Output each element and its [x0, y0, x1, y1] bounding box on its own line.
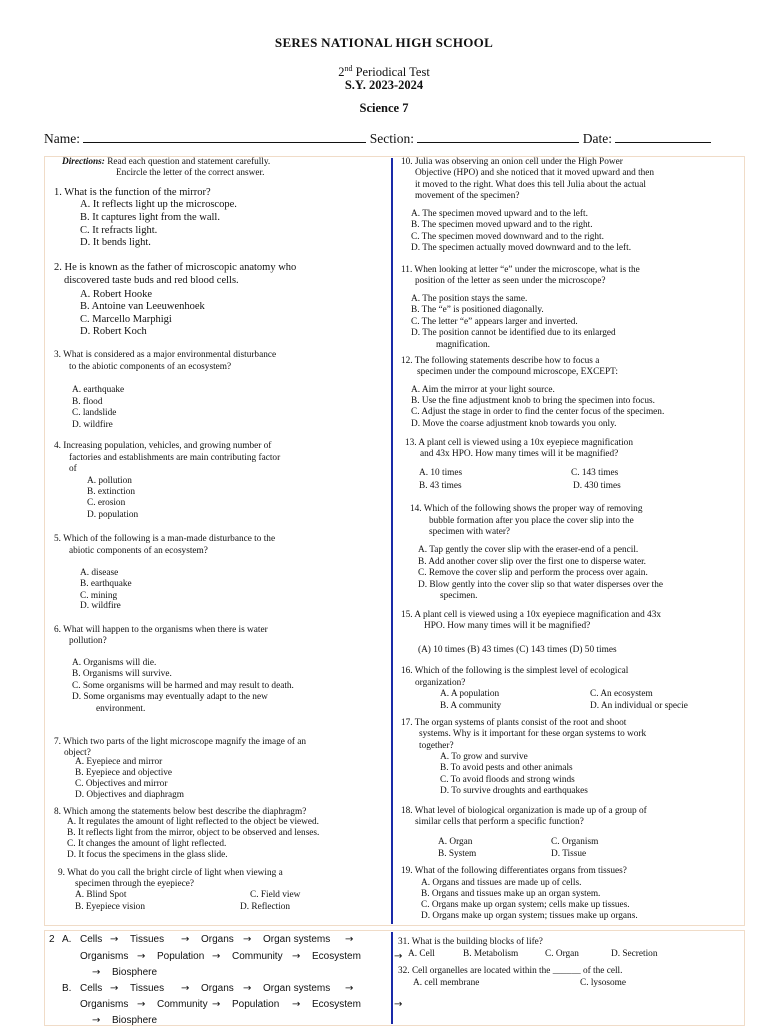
q8-option[interactable]: B. It reflects light from the mirror, object to be observed and lenses. [67, 828, 320, 838]
q18-stem-line: similar cells that perform a specific function? [415, 817, 584, 827]
q14-option[interactable]: specimen. [440, 591, 478, 601]
option-a-term: Cells [80, 934, 103, 945]
q16-option[interactable]: B. A community [440, 701, 502, 711]
option-b-term: Organs [201, 983, 234, 994]
q6-option[interactable]: A. Organisms will die. [72, 658, 157, 668]
arrow-icon: → [181, 983, 190, 994]
q13-option[interactable]: D. 430 times [573, 481, 621, 491]
q6-stem-line: pollution? [69, 636, 107, 646]
q19-option[interactable]: C. Organs make up organ system; cells make up tissues. [421, 900, 630, 910]
q2-stem-line: 2. He is known as the father of microscopic anatomy who [54, 262, 297, 273]
q18-option[interactable]: C. Organism [551, 837, 599, 847]
q31-option-d[interactable]: D. Secretion [611, 949, 658, 959]
option-a-term: Organ systems [263, 934, 331, 945]
q11-stem-line: position of the letter as seen under the microscope? [415, 276, 606, 286]
q9-option[interactable]: C. Field view [250, 890, 301, 900]
q6-stem-line: 6. What will happen to the organisms when there is water [54, 625, 268, 635]
arrow-icon: → [345, 934, 354, 945]
name-blank[interactable] [83, 130, 366, 143]
q1-option[interactable]: D. It bends light. [80, 237, 151, 248]
arrow-icon: → [292, 999, 301, 1010]
arrow-icon: → [212, 951, 221, 962]
q10-option[interactable]: D. The specimen actually moved downward and to the left. [411, 243, 632, 253]
option-a-term: Organisms [80, 951, 129, 962]
school-year: S.Y. 2023-2024 [344, 78, 424, 92]
q14-option[interactable]: A. Tap gently the cover slip with the eraser-end of a pencil. [418, 545, 639, 555]
q7-option[interactable]: A. Eyepiece and mirror [75, 757, 163, 767]
q4-stem-line: of [69, 464, 77, 474]
q18-option[interactable]: B. System [438, 849, 477, 859]
q4-option[interactable]: C. erosion [87, 498, 126, 508]
arrow-icon: → [181, 934, 190, 945]
q11-option[interactable]: A. The position stays the same. [411, 294, 528, 304]
option-b-term: Population [232, 999, 280, 1010]
q7-option[interactable]: C. Objectives and mirror [75, 779, 168, 789]
q15-stem-line: HPO. How many times will it be magnified? [424, 621, 591, 631]
q10-stem-line: it moved to the right. What does this tell Julia about the actual [415, 180, 646, 190]
q12-option[interactable]: C. Adjust the stage in order to find the center focus of the specimen. [411, 407, 665, 417]
q31-option-a[interactable]: A. Cell [408, 949, 435, 959]
q3-option[interactable]: A. earthquake [72, 385, 125, 395]
q7-option[interactable]: B. Eyepiece and objective [75, 768, 173, 778]
q9-option[interactable]: B. Eyepiece vision [75, 902, 145, 912]
q4-option[interactable]: B. extinction [87, 487, 136, 497]
q5-option[interactable]: D. wildfire [80, 601, 121, 611]
q1-stem-line: 1. What is the function of the mirror? [54, 187, 211, 198]
arrow-icon: → [345, 983, 354, 994]
option-b-term: Cells [80, 983, 103, 994]
q16-stem-line: organization? [415, 678, 466, 688]
option-a-term: Ecosystem [312, 951, 361, 962]
q18-option[interactable]: D. Tissue [551, 849, 587, 859]
q14-option[interactable]: D. Blow gently into the cover slip so that water disperses over the [418, 580, 664, 590]
q31-stem: 31. What is the building blocks of life? [398, 937, 543, 947]
q13-stem-line: and 43x HPO. How many times will it be magnified? [420, 449, 619, 459]
q12-option[interactable]: B. Use the fine adjustment knob to bring the specimen into focus. [411, 396, 655, 406]
q14-stem-line: specimen with water? [429, 527, 511, 537]
q17-stem-line: together? [419, 741, 454, 751]
q8-option[interactable]: D. It focus the specimens in the glass slide. [67, 850, 228, 860]
column-divider-bottom [391, 932, 393, 1024]
arrow-icon: → [110, 934, 119, 945]
q12-stem-line: 12. The following statements describe how to focus a [401, 356, 600, 366]
q4-option[interactable]: A. pollution [87, 476, 132, 486]
q10-stem-line: 10. Julia was observing an onion cell under the High Power [401, 157, 623, 167]
directions-line-1: Directions: Read each question and statement carefully. [62, 157, 271, 167]
q7-stem-line: 7. Which two parts of the light microscope magnify the image of an [54, 737, 307, 747]
option-b-term: Tissues [130, 983, 165, 994]
q3-option[interactable]: C. landslide [72, 408, 117, 418]
q2-option[interactable]: B. Antoine van Leeuwenhoek [80, 301, 205, 312]
q7-stem-line: object? [64, 748, 91, 758]
option-a-term: Organs [201, 934, 234, 945]
q10-stem-line: Objective (HPO) and she noticed that it moved upward and then [415, 168, 655, 178]
option-a-term: Tissues [130, 934, 165, 945]
q17-option[interactable]: A. To grow and survive [440, 752, 528, 762]
q32-option-c[interactable]: C. lysosome [580, 978, 626, 988]
arrow-icon: → [292, 951, 301, 962]
student-info-row [44, 130, 711, 147]
q16-option[interactable]: C. An ecosystem [590, 689, 653, 699]
option-b-term: Organisms [80, 999, 129, 1010]
directions-line-2: Encircle the letter of the correct answer. [116, 168, 265, 178]
q6-option[interactable]: environment. [96, 704, 146, 714]
q16-stem-line: 16. Which of the following is the simplest level of ecological [401, 666, 629, 676]
q6-option[interactable]: D. Some organisms may eventually adapt to the new [72, 692, 268, 702]
arrow-icon: → [137, 951, 146, 962]
option-a-label[interactable]: A. [62, 934, 72, 945]
q17-option[interactable]: D. To survive droughts and earthquakes [440, 786, 588, 796]
q1-option[interactable]: B. It captures light from the wall. [80, 212, 220, 223]
q13-stem-line: 13. A plant cell is viewed using a 10x eyepiece magnification [405, 438, 633, 448]
option-a-term: Biosphere [112, 967, 158, 978]
option-b-label[interactable]: B. [62, 983, 72, 994]
q10-stem-line: movement of the specimen? [415, 191, 520, 201]
q9-stem-line: 9. What do you call the bright circle of light when viewing a [58, 868, 283, 878]
section-label: Section: [369, 131, 414, 146]
q9-option[interactable]: A. Blind Spot [75, 890, 127, 900]
option-a-term: Population [157, 951, 205, 962]
q13-option[interactable]: C. 143 times [571, 468, 619, 478]
q19-option[interactable]: D. Organs make up organ system; tissues make up organs. [421, 911, 638, 921]
q5-stem-line: abiotic components of an ecosystem? [69, 546, 208, 556]
q31-option-b[interactable]: B. Metabolism [463, 949, 519, 959]
q10-option[interactable]: C. The specimen moved downward and to the right. [411, 232, 604, 242]
arrow-icon: → [243, 983, 252, 994]
q16-option[interactable]: D. An individual or specie [590, 701, 688, 711]
q2-option[interactable]: D. Robert Koch [80, 326, 147, 337]
q3-stem-line: 3. What is considered as a major environmental disturbance [54, 350, 277, 360]
q10-option[interactable]: B. The specimen moved upward and to the right. [411, 220, 593, 230]
q6-option[interactable]: C. Some organisms will be harmed and may result to death. [72, 681, 294, 691]
q10-option[interactable]: A. The specimen moved upward and to the left. [411, 209, 588, 219]
q2-option[interactable]: A. Robert Hooke [80, 289, 153, 300]
option-b-term: Community [157, 999, 208, 1010]
q16-option[interactable]: A. A population [440, 689, 500, 699]
arrow-icon: → [243, 934, 252, 945]
arrow-icon: → [394, 951, 403, 962]
school-name: SERES NATIONAL HIGH SCHOOL [274, 35, 494, 50]
q9-stem-line: specimen through the eyepiece? [75, 879, 194, 889]
q17-stem-line: systems. Why is it important for these organ systems to work [419, 729, 647, 739]
q8-option[interactable]: A. It regulates the amount of light reflected to the object be viewed. [67, 817, 319, 827]
q19-option[interactable]: B. Organs and tissues make up an organ system. [421, 889, 601, 899]
q32-stem: 32. Cell organelles are located within the ______ of the cell. [398, 966, 623, 976]
q18-option[interactable]: A. Organ [438, 837, 473, 847]
arrow-icon: → [92, 967, 101, 978]
q13-option[interactable]: B. 43 times [419, 481, 462, 491]
q11-option[interactable]: D. The position cannot be identified due to its enlarged [411, 328, 616, 338]
q15-stem-line: 15. A plant cell is viewed using a 10x eyepiece magnification and 43x [401, 610, 661, 620]
q31-option-c[interactable]: C. Organ [545, 949, 579, 959]
option-b-term: Ecosystem [312, 999, 361, 1010]
option-b-term: Biosphere [112, 1015, 158, 1026]
q32-option-a[interactable]: A. cell membrane [413, 978, 480, 988]
q11-option[interactable]: C. The letter “e” appears larger and inverted. [411, 317, 578, 327]
q11-option[interactable]: B. The “e” is positioned diagonally. [411, 305, 544, 315]
date-blank[interactable] [615, 130, 711, 143]
q14-stem-line: bubble formation after you place the cover slip into the [429, 516, 634, 526]
q7-option[interactable]: D. Objectives and diaphragm [75, 790, 184, 800]
q3-option[interactable]: B. flood [72, 397, 103, 407]
q19-stem-line: 19. What of the following differentiates organs from tissues? [401, 866, 627, 876]
q1-option[interactable]: C. It refracts light. [80, 225, 158, 236]
q19-option[interactable]: A. Organs and tissues are made up of cells. [421, 878, 582, 888]
q5-stem-line: 5. Which of the following is a man-made disturbance to the [54, 534, 276, 544]
q17-option[interactable]: B. To avoid pests and other animals [440, 763, 573, 773]
q5-option[interactable]: A. disease [80, 568, 119, 578]
q14-option[interactable]: C. Remove the cover slip and perform the process over again. [418, 568, 648, 578]
q14-stem-line: 14. Which of the following shows the proper way of removing [410, 504, 643, 514]
arrow-icon: → [394, 999, 403, 1010]
q17-option[interactable]: C. To avoid floods and strong winds [440, 775, 575, 785]
q5-option[interactable]: B. earthquake [80, 579, 132, 589]
test-title: 2nd Periodical Test [338, 64, 430, 80]
section-blank[interactable] [417, 130, 579, 143]
q3-option[interactable]: D. wildfire [72, 420, 113, 430]
date-label: Date: [582, 131, 612, 146]
option-b-term: Organ systems [263, 983, 331, 994]
q17-stem-line: 17. The organ systems of plants consist of the root and shoot [401, 718, 627, 728]
arrow-icon: → [92, 1015, 101, 1026]
q2-option[interactable]: C. Marcello Marphigi [80, 314, 172, 325]
q15-option[interactable]: (A) 10 times (B) 43 times (C) 143 times (D) 50 times [418, 645, 617, 655]
arrow-icon: → [137, 999, 146, 1010]
q8-stem-line: 8. Which among the statements below best describe the diaphragm? [54, 807, 307, 817]
option-a-term: Community [232, 951, 283, 962]
q12-stem-line: specimen under the compound microscope, EXCEPT: [417, 367, 618, 377]
q4-stem-line: factories and establishments are main contributing factor [69, 453, 281, 463]
q4-option[interactable]: D. population [87, 510, 139, 520]
q5-option[interactable]: C. mining [80, 591, 118, 601]
arrow-icon: → [212, 999, 221, 1010]
q12-option[interactable]: D. Move the coarse adjustment knob towards you only. [411, 419, 617, 429]
q8-option[interactable]: C. It changes the amount of light reflected. [67, 839, 227, 849]
q6-option[interactable]: B. Organisms will survive. [72, 669, 172, 679]
q2-stem-line: discovered taste buds and red blood cells. [64, 275, 239, 286]
q11-option[interactable]: magnification. [436, 340, 490, 350]
q14-option[interactable]: B. Add another cover slip over the first one to disperse water. [418, 557, 646, 567]
q3-stem-line: to the abiotic components of an ecosystem? [69, 362, 232, 372]
q18-stem-line: 18. What level of biological organization is made up of a group of [401, 806, 647, 816]
q12-option[interactable]: A. Aim the mirror at your light source. [411, 385, 555, 395]
name-label: Name: [44, 131, 80, 146]
q9-option[interactable]: D. Reflection [240, 902, 291, 912]
column-divider [391, 158, 393, 924]
q11-stem-line: 11. When looking at letter “e” under the microscope, what is the [401, 265, 640, 275]
q4-stem-line: 4. Increasing population, vehicles, and growing number of [54, 441, 272, 451]
q1-option[interactable]: A. It reflects light up the microscope. [80, 199, 237, 210]
arrow-icon: → [110, 983, 119, 994]
subject-title: Science 7 [359, 101, 409, 115]
q13-option[interactable]: A. 10 times [419, 468, 463, 478]
q20-number: 2 [49, 934, 55, 945]
